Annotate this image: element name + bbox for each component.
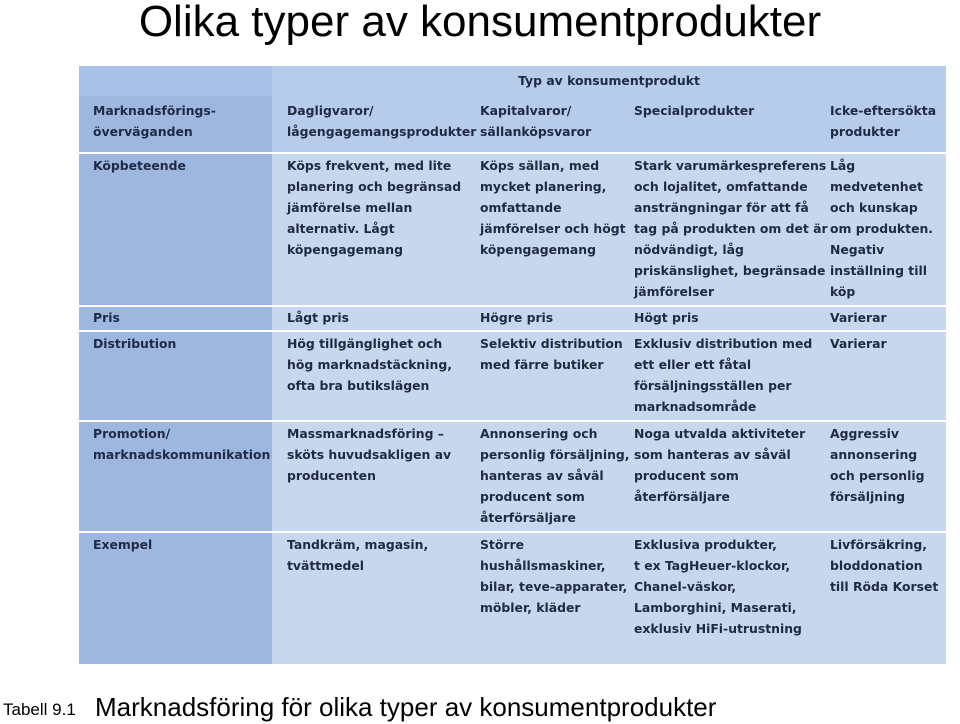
caption-label: Tabell 9.1 — [3, 700, 76, 719]
row-divider — [79, 330, 946, 332]
table-cell: Exklusiv distribution med ett eller ett fåtal försäljningsställen per marknadsområde — [634, 336, 813, 414]
row-label: Exempel — [93, 537, 153, 552]
table-cell: Varierar — [830, 336, 887, 351]
row-label: Distribution — [93, 336, 177, 351]
table-cell: Massmarknadsföring – sköts huvudsakligen av producenten — [287, 426, 452, 483]
table-cell: Köps frekvent, med lite planering och begränsad jämförelse mellan alternativ. Lågt köpengagemang — [287, 158, 462, 257]
table-cell: Noga utvalda aktiviteter som hanteras av såväl producent som återförsäljare — [634, 426, 806, 504]
row-divider — [79, 152, 946, 154]
table-cell: Aggressiv annonsering och personlig försäljning — [830, 426, 925, 504]
corner-header: Marknadsförings- överväganden — [93, 103, 216, 139]
table-cell: Varierar — [830, 310, 887, 325]
table-cell: Köps sällan, med mycket planering, omfattande jämförelser och högt köpengagemang — [480, 158, 626, 257]
row-label: Köpbeteende — [93, 158, 186, 173]
row-divider — [79, 420, 946, 422]
table-cell: Tandkräm, magasin, tvättmedel — [287, 537, 429, 573]
table-cell: Låg medvetenhet och kunskap om produkten. Negativ inställning till köp — [830, 158, 934, 299]
slide-title: Olika typer av konsumentprodukter — [138, 0, 822, 46]
table-cell: Högre pris — [480, 310, 554, 325]
table-cell: Selektiv distribution med färre butiker — [480, 336, 623, 372]
table-cell: Högt pris — [634, 310, 699, 325]
table-cell: Större hushållsmaskiner, bilar, teve-apparater, möbler, kläder — [480, 537, 628, 615]
group-header: Typ av konsumentprodukt — [518, 73, 700, 88]
table-cell: Stark varumärkespreferens och lojalitet, omfattande ansträngningar för att få tag på produkten om det är nödvändigt, låg priskänslighet, begränsade jämförelser — [634, 158, 828, 299]
row-label: Promotion/ marknadskommunikation — [93, 426, 271, 462]
table-cell: Exklusiva produkter, t ex TagHeuer-klockor, Chanel-väskor, Lamborghini, Maserati, exklusiv HiFi-utrustning — [634, 537, 802, 636]
table-cell: Hög tillgänglighet och hög marknadstäckning, ofta bra butikslägen — [287, 336, 452, 393]
column-header: Dagligvaror/ lågengagemangsprodukter — [287, 103, 477, 139]
table-cell: Livförsäkring, bloddonation till Röda Korset — [830, 537, 939, 594]
table-cell: Lågt pris — [287, 310, 349, 325]
row-label: Pris — [93, 310, 120, 325]
table-cell: Annonsering och personlig försäljning, hanteras av såväl producent som återförsäljare — [480, 426, 630, 525]
row-divider — [79, 531, 946, 533]
column-header: Kapitalvaror/ sällanköpsvaror — [480, 103, 592, 139]
caption-text: Marknadsföring för olika typer av konsumentprodukter — [95, 692, 717, 722]
column-header: Specialprodukter — [634, 103, 755, 118]
table-caption — [0, 694, 960, 724]
column-header: Icke-eftersökta produkter — [830, 103, 937, 139]
